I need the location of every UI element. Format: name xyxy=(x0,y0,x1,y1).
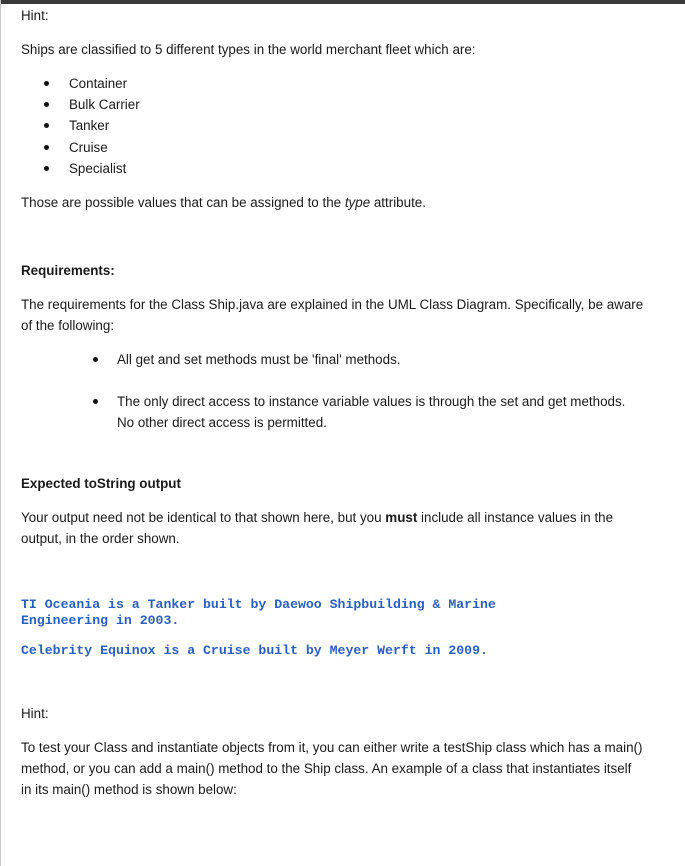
requirement-bullet: All get and set methods must be 'final' methods. xyxy=(117,352,401,367)
hint-heading: Hint: xyxy=(21,8,49,23)
hint-text-line: in its main() method is shown below: xyxy=(21,782,237,797)
description-text: Your output need not be identical to that shown here, but you xyxy=(21,510,386,525)
bullet-icon xyxy=(93,357,98,362)
hint-heading: Hint: xyxy=(21,706,49,721)
code-sample-line: Engineering in 2003. xyxy=(21,613,180,628)
description-text: include all instance values in the xyxy=(417,510,614,525)
expected-output-description: output, in the order shown. xyxy=(21,531,180,546)
requirement-bullet-continuation: No other direct access is permitted. xyxy=(117,415,327,430)
ship-types-intro: Ships are classified to 5 different types in the world merchant fleet which are: xyxy=(21,42,476,57)
bullet-icon xyxy=(44,145,49,150)
requirements-intro-line: The requirements for the Class Ship.java are explained in the UML Class Diagram. Specifically, be aware xyxy=(21,297,644,312)
hint-text-line: To test your Class and instantiate objects from it, you can either write a testShip class which has a main() xyxy=(21,740,643,755)
type-attribute-note xyxy=(21,192,426,213)
bullet-icon xyxy=(44,123,49,128)
expected-output-heading: Expected toString output xyxy=(21,476,181,491)
top-border xyxy=(0,0,685,4)
code-sample-line: Celebrity Equinox is a Cruise built by Meyer Werft in 2009. xyxy=(21,643,488,658)
requirements-heading: Requirements: xyxy=(21,263,115,278)
left-border xyxy=(0,0,1,866)
requirement-bullet: The only direct access to instance variable values is through the set and get methods. xyxy=(117,394,626,409)
bullet-icon xyxy=(44,81,49,86)
bullet-icon xyxy=(44,166,49,171)
list-item: Container xyxy=(69,76,128,91)
type-keyword: type xyxy=(344,195,371,210)
bullet-icon xyxy=(93,399,98,404)
code-sample-line: TI Oceania is a Tanker built by Daewoo Shipbuilding & Marine xyxy=(21,597,496,612)
list-item: Tanker xyxy=(69,118,110,133)
list-item: Specialist xyxy=(69,161,127,176)
note-text: attribute. xyxy=(370,195,426,210)
list-item: Cruise xyxy=(69,140,108,155)
bullet-icon xyxy=(44,102,49,107)
hint-text-line: method, or you can add a main() method to the Ship class. An example of a class that instantiates itself xyxy=(21,761,632,776)
note-text: Those are possible values that can be assigned to the xyxy=(21,195,345,210)
emphasis-must: must xyxy=(385,510,418,525)
expected-output-description xyxy=(21,507,613,528)
requirements-intro-line: of the following: xyxy=(21,318,115,333)
list-item: Bulk Carrier xyxy=(69,97,140,112)
